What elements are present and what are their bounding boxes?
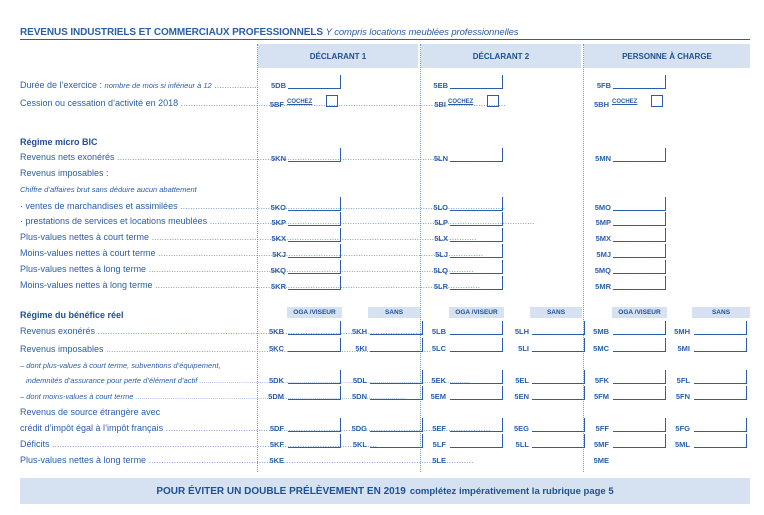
input-5MF[interactable] — [613, 434, 666, 448]
code-5MN: 5MN — [595, 154, 611, 163]
input-5KC[interactable] — [288, 338, 341, 352]
code-5MI: 5MI — [677, 344, 690, 353]
subhead-sans-d2: SANS — [530, 307, 582, 318]
code-5MR: 5MR — [595, 282, 611, 291]
code-5EK: 5EK — [431, 376, 446, 385]
input-5MQ[interactable] — [613, 260, 666, 274]
code-5FM: 5FM — [594, 392, 609, 401]
row-duree-exercice: Durée de l’exercice : nombre de mois si inférieur à 12 ................. — [20, 80, 257, 90]
column-header-declarant2: DÉCLARANT 2 — [421, 44, 581, 68]
code-5MH: 5MH — [674, 327, 690, 336]
code-5LJ: 5LJ — [435, 250, 448, 259]
code-5LO: 5LO — [433, 203, 448, 212]
input-5LN[interactable] — [450, 148, 503, 162]
checkbox-5BH[interactable] — [651, 95, 663, 107]
code-5FN: 5FN — [675, 392, 690, 401]
input-5KX[interactable] — [288, 228, 341, 242]
input-5MB[interactable] — [613, 321, 666, 335]
code-5FK: 5FK — [594, 376, 609, 385]
subhead-oga-d2: OGA /VISEUR — [449, 307, 504, 318]
code-5KX: 5KX — [271, 234, 286, 243]
code-5LI: 5LI — [518, 344, 529, 353]
input-5MN[interactable] — [613, 148, 666, 162]
input-5MO[interactable] — [613, 197, 666, 211]
code-5BH: 5BH — [593, 100, 609, 109]
code-5LL: 5LL — [515, 440, 529, 449]
code-5LH: 5LH — [514, 327, 529, 336]
code-5KI: 5KI — [355, 344, 367, 353]
code-5LX: 5LX — [434, 234, 448, 243]
code-5EN: 5EN — [514, 392, 529, 401]
input-5LJ[interactable] — [450, 244, 503, 258]
code-5LP: 5LP — [434, 218, 448, 227]
code-5ML: 5ML — [675, 440, 690, 449]
code-5MP: 5MP — [595, 218, 611, 227]
code-5FB: 5FB — [596, 81, 611, 90]
input-5KJ[interactable] — [288, 244, 341, 258]
section-benefice-reel: Régime du bénéfice réel — [20, 310, 124, 320]
input-5EB[interactable] — [450, 75, 503, 89]
code-5KE: 5KE — [269, 456, 284, 465]
input-5LX[interactable] — [450, 228, 503, 242]
code-5ME: 5ME — [593, 456, 609, 465]
code-5EM: 5EM — [430, 392, 446, 401]
code-5KJ: 5KJ — [272, 250, 286, 259]
input-5MH[interactable] — [694, 321, 747, 335]
code-5FG: 5FG — [675, 424, 690, 433]
code-5LQ: 5LQ — [433, 266, 448, 275]
code-5LE: 5LE — [432, 456, 446, 465]
code-5EL: 5EL — [515, 376, 529, 385]
code-5KR: 5KR — [270, 282, 286, 291]
form-subtitle: Y compris locations meublées professionnelles — [325, 27, 519, 38]
input-5LR[interactable] — [450, 276, 503, 290]
input-5DK[interactable] — [288, 370, 341, 384]
row-deficits: Déficits ..... — [20, 439, 252, 449]
input-5LP[interactable] — [450, 212, 503, 226]
header-rule — [20, 39, 750, 40]
row-micro-exoneres: Revenus nets exonérés ..... — [20, 152, 252, 162]
subhead-oga-d1: OGA /VISEUR — [287, 307, 342, 318]
form-title-text: REVENUS INDUSTRIELS ET COMMERCIAUX PROFESSIONNELS — [20, 27, 323, 38]
input-5EF[interactable] — [450, 418, 503, 432]
input-5FG[interactable] — [694, 418, 747, 432]
code-5DF: 5DF — [269, 424, 284, 433]
code-5FL: 5FL — [676, 376, 690, 385]
code-5EG: 5EG — [513, 424, 529, 433]
form-title — [20, 27, 518, 38]
input-5KQ[interactable] — [288, 260, 341, 274]
input-5FB[interactable] — [613, 75, 666, 89]
cochez-label: COCHEZ — [448, 99, 474, 105]
code-5MJ: 5MJ — [596, 250, 611, 259]
input-5KP[interactable] — [288, 212, 341, 226]
cochez-label: COCHEZ — [287, 99, 313, 105]
input-5EL[interactable] — [532, 370, 585, 384]
input-5MC[interactable] — [613, 338, 666, 352]
row-micro-imposables: Revenus imposables : — [20, 168, 109, 178]
code-5KH: 5KH — [351, 327, 367, 336]
code-5EB: 5EB — [433, 81, 448, 90]
column-header-declarant1: DÉCLARANT 1 — [258, 44, 418, 68]
input-5MR[interactable] — [613, 276, 666, 290]
input-5KR[interactable] — [288, 276, 341, 290]
duree-label: Durée de l’exercice : — [20, 80, 105, 90]
code-5DB: 5DB — [270, 81, 286, 90]
input-5EM[interactable] — [450, 386, 503, 400]
input-5KO[interactable] — [288, 197, 341, 211]
row-reel-pvlt: Plus-values nettes à long terme ..... — [20, 455, 252, 465]
row-etranger-line1: Revenus de source étrangère avec — [20, 407, 161, 417]
code-5LB: 5LB — [431, 327, 446, 336]
code-5BF: 5BF — [269, 100, 284, 109]
code-5KL: 5KL — [352, 440, 367, 449]
subhead-oga-pac: OGA /VISEUR — [612, 307, 667, 318]
code-5LR: 5LR — [433, 282, 448, 291]
row-dont-pv-line1: – dont plus-values à court terme, subventions d’équipement, — [20, 361, 221, 370]
micro-row-label: · ventes de marchandises et assimilées ..... — [20, 201, 252, 211]
code-5KN: 5KN — [270, 154, 286, 163]
input-5EN[interactable] — [532, 386, 585, 400]
code-5DL: 5DL — [352, 376, 367, 385]
code-5LC: 5LC — [431, 344, 446, 353]
code-5KQ: 5KQ — [270, 266, 286, 275]
input-5KB[interactable] — [288, 321, 341, 335]
subhead-sans-d1: SANS — [368, 307, 420, 318]
code-5MQ: 5MQ — [594, 266, 611, 275]
footer-banner — [20, 478, 750, 504]
input-5EK[interactable] — [450, 370, 503, 384]
input-5MP[interactable] — [613, 212, 666, 226]
micro-row-label: · prestations de services et locations meublées ..... — [20, 216, 252, 226]
code-5KB: 5KB — [268, 327, 284, 336]
input-5DB[interactable] — [288, 75, 341, 89]
code-5DK: 5DK — [268, 376, 284, 385]
micro-row-label: Plus-values nettes à long terme ..... — [20, 264, 252, 274]
subhead-sans-pac: SANS — [692, 307, 750, 318]
input-5FL[interactable] — [694, 370, 747, 384]
input-5LL[interactable] — [532, 434, 585, 448]
code-5KP: 5KP — [271, 218, 286, 227]
code-5MF: 5MF — [594, 440, 609, 449]
input-5MX[interactable] — [613, 228, 666, 242]
row-cession: Cession ou cessation d’activité en 2018 ..... — [20, 98, 252, 108]
row-reel-imposables: Revenus imposables ..... — [20, 344, 252, 354]
cochez-label: COCHEZ — [612, 99, 638, 105]
input-5KN[interactable] — [288, 148, 341, 162]
input-5LB[interactable] — [450, 321, 503, 335]
input-5LI[interactable] — [532, 338, 585, 352]
code-5MX: 5MX — [595, 234, 611, 243]
micro-row-label: Moins-values nettes à long terme ..... — [20, 280, 252, 290]
code-5LN: 5LN — [433, 154, 448, 163]
ca-note: Chiffre d’affaires brut sans déduire aucun abattement — [20, 185, 197, 194]
input-5LQ[interactable] — [450, 260, 503, 274]
code-5MC: 5MC — [593, 344, 609, 353]
input-5MJ[interactable] — [613, 244, 666, 258]
input-5LF[interactable] — [450, 434, 503, 448]
code-5MB: 5MB — [593, 327, 609, 336]
input-5MI[interactable] — [694, 338, 747, 352]
code-5LF: 5LF — [432, 440, 446, 449]
footer-bold-text: POUR ÉVITER UN DOUBLE PRÉLÈVEMENT EN 2019 — [156, 485, 406, 497]
row-dont-mv: – dont moins-values à court terme ..... — [20, 392, 252, 401]
code-5DM: 5DM — [268, 392, 284, 401]
input-5FN[interactable] — [694, 386, 747, 400]
input-5DM[interactable] — [288, 386, 341, 400]
duree-hint: nombre de mois si inférieur à 12 — [104, 81, 212, 90]
column-header-personne-charge: PERSONNE À CHARGE — [584, 44, 750, 68]
code-5DG: 5DG — [351, 424, 367, 433]
checkbox-5BI[interactable] — [487, 95, 499, 107]
code-5KO: 5KO — [270, 203, 286, 212]
input-5LO[interactable] — [450, 197, 503, 211]
input-5ML[interactable] — [694, 434, 747, 448]
row-dont-pv-line2: indemnités d’assurance pour perte d’élément d’actif ..... — [20, 376, 252, 385]
checkbox-5BF[interactable] — [326, 95, 338, 107]
code-5MO: 5MO — [594, 203, 611, 212]
input-5KF[interactable] — [288, 434, 341, 448]
input-5EG[interactable] — [532, 418, 585, 432]
code-5FF: 5FF — [595, 424, 609, 433]
input-5LH[interactable] — [532, 321, 585, 335]
input-5DF[interactable] — [288, 418, 341, 432]
code-5EF: 5EF — [432, 424, 446, 433]
micro-row-label: Moins-values nettes à court terme ..... — [20, 248, 252, 258]
code-5DN: 5DN — [351, 392, 367, 401]
section-micro-bic: Régime micro BIC — [20, 137, 98, 147]
footer-rest-text: complétez impérativement la rubrique page 5 — [409, 485, 614, 497]
input-5LC[interactable] — [450, 338, 503, 352]
row-etranger-line2: crédit d’impôt égal à l’impôt français ..... — [20, 423, 252, 433]
code-5KF: 5KF — [269, 440, 284, 449]
micro-row-label: Plus-values nettes à court terme ..... — [20, 232, 252, 242]
row-reel-exoneres: Revenus exonérés ..... — [20, 326, 252, 336]
input-5FK[interactable] — [613, 370, 666, 384]
input-5FF[interactable] — [613, 418, 666, 432]
code-5KC: 5KC — [268, 344, 284, 353]
code-5BI: 5BI — [434, 100, 446, 109]
input-5FM[interactable] — [613, 386, 666, 400]
